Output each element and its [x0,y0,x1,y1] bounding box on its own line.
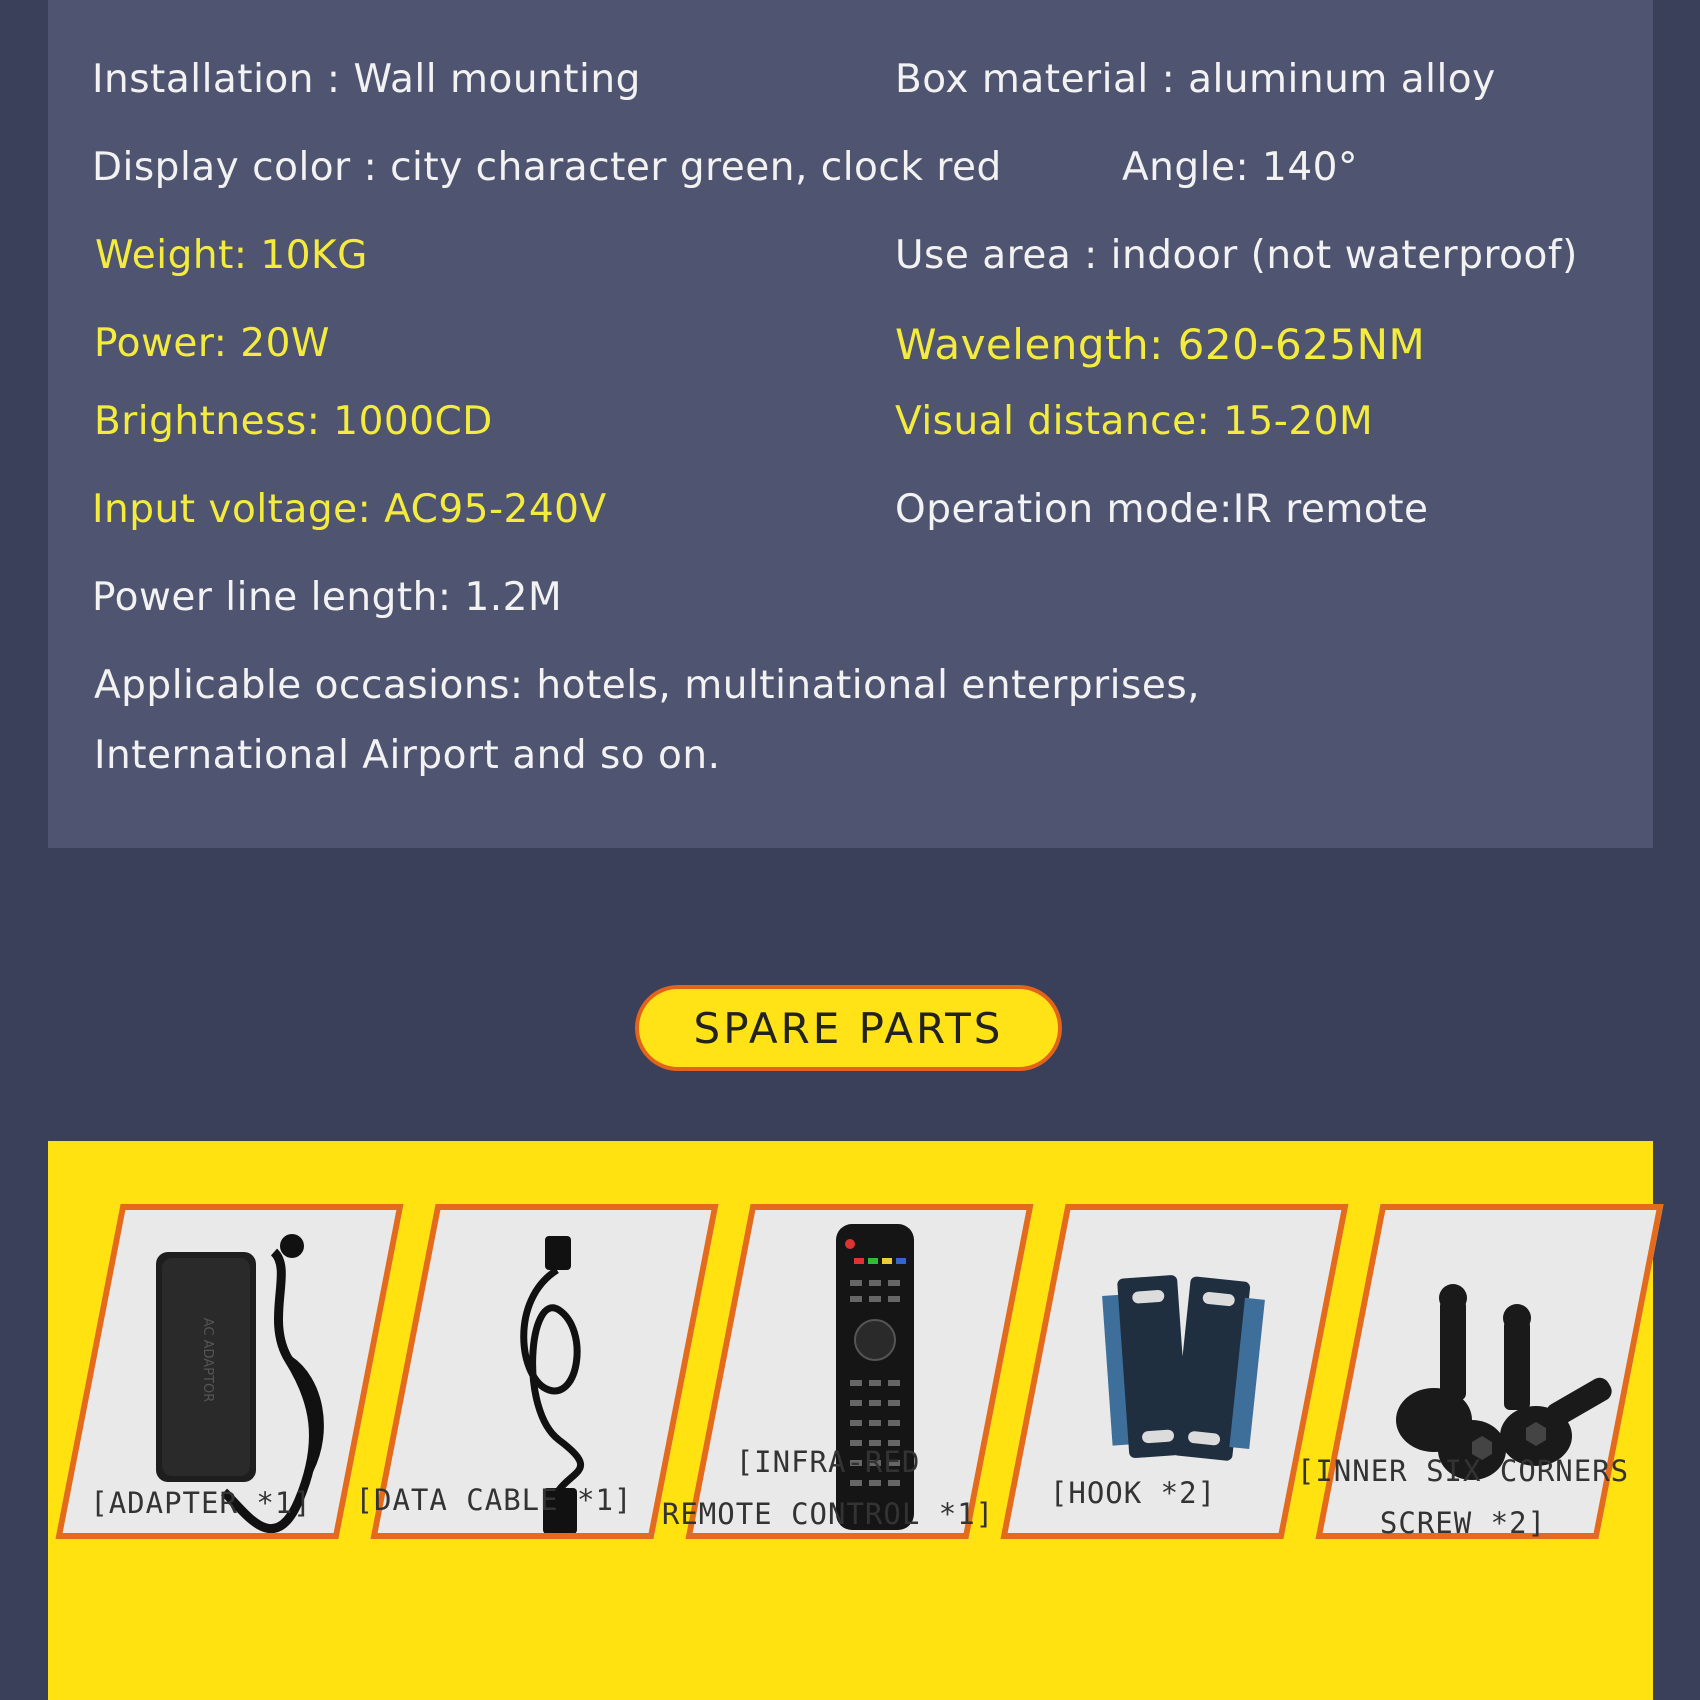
part-label-hook [1038,1467,1228,1519]
spec-installation: Installation : Wall mounting [92,57,641,102]
part-label-line: [DATA CABLE *1] [355,1483,633,1517]
part-label-line: [INNER SIX CORNERS [1296,1454,1630,1488]
spec-input-voltage: Input voltage: AC95-240V [92,487,607,532]
spec-occasions-line2: International Airport and so on. [94,733,721,778]
spare-parts-heading: SPARE PARTS [635,985,1062,1071]
part-label-line: REMOTE CONTROL *1] [661,1497,995,1531]
spec-wavelength: Wavelength: 620-625NM [895,320,1426,369]
spec-brightness: Brightness: 1000CD [94,399,493,444]
spec-visual-distance: Visual distance: 15-20M [895,399,1374,444]
adapter-printed-text: AC ADAPTOR [200,1317,215,1403]
part-label-data-cable [354,1474,634,1526]
part-label-adapter [76,1477,326,1529]
part-label-remote [648,1436,1008,1540]
part-label-line: SCREW *2] [1379,1506,1547,1540]
part-label-screw [1278,1445,1648,1549]
part-label-line: [HOOK *2] [1049,1476,1217,1510]
part-label-line: [ADAPTER *1] [90,1486,312,1520]
spec-angle: Angle: 140° [1122,145,1358,190]
spec-panel [48,0,1653,848]
spare-parts-panel [48,1141,1653,1700]
spec-use-area: Use area : indoor (not waterproof) [895,233,1578,278]
part-label-line: [INFRA-RED [735,1445,921,1479]
spec-occasions-line1: Applicable occasions: hotels, multinational enterprises, [94,663,1201,708]
spec-power-line-length: Power line length: 1.2M [92,575,563,620]
spec-weight: Weight: 10KG [95,233,368,278]
spec-display-color: Display color : city character green, clock red [92,145,1002,190]
spec-box-material: Box material : aluminum alloy [895,57,1496,102]
spec-operation-mode: Operation mode:IR remote [895,487,1429,532]
spec-power: Power: 20W [94,321,330,366]
